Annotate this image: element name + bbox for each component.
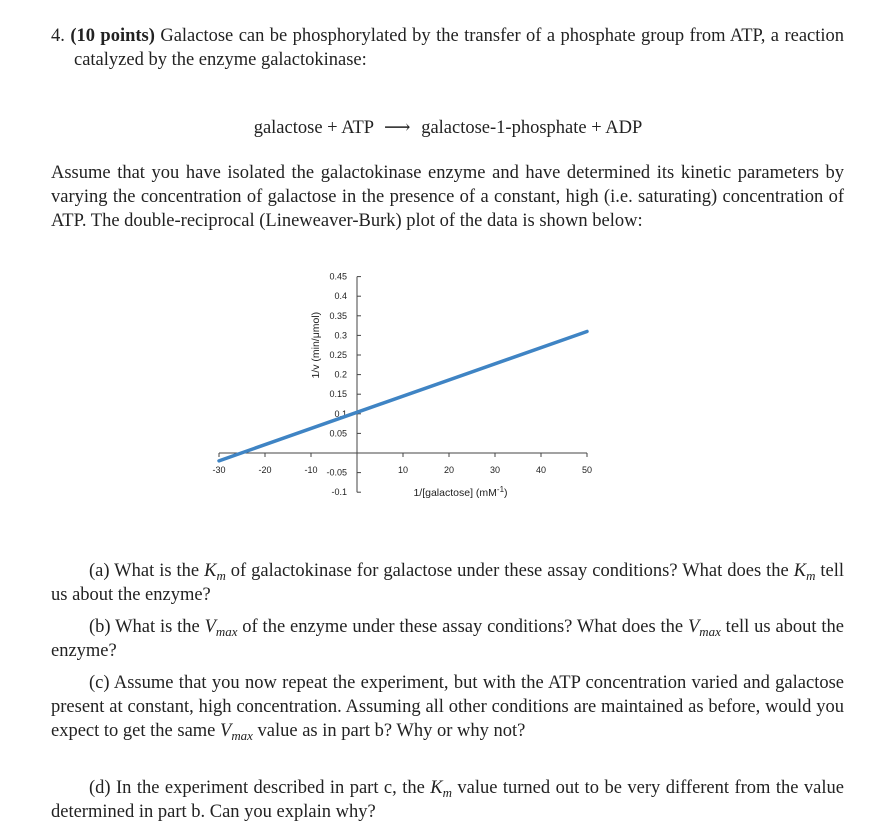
part-b-text-2: of the enzyme under these assay conditions? What does the (237, 617, 688, 637)
y-tick-label: -0.1 (331, 487, 347, 498)
part-d (51, 776, 844, 824)
km-symbol: $K_m$ (430, 778, 452, 800)
y-tick-label: 0.25 (329, 350, 347, 360)
part-a-text-1: (a) What is the (89, 561, 205, 581)
x-axis-label: 1/[galactose] $(mM^{-1})$ (413, 485, 508, 499)
part-b-text-3: tell us about the enzyme? (51, 617, 844, 661)
vmax-symbol: $V_{max}$ (220, 721, 253, 743)
y-tick-label: -0.05 (326, 467, 347, 478)
x-tick-label: 10 (397, 465, 409, 475)
part-c (51, 671, 844, 743)
y-tick-label: 0.45 (329, 271, 347, 282)
x-tick-label: -20 (258, 465, 272, 475)
x-tick-label: -10 (304, 465, 318, 475)
x-tick-label: 50 (581, 465, 593, 475)
y-tick-label: 0.15 (329, 389, 347, 400)
y-tick-label: 0.05 (329, 428, 347, 439)
question-intro-text: Galactose can be phosphorylated by the transfer of a phosphate group from ATP, a reaction catalyzed by the enzyme galactokinase: (74, 26, 845, 70)
part-c-text-1: (c) Assume that you now repeat the experiment, but with the ATP concentration varied and galactose present at constant, high concentration. Assuming all other conditions are maintained as before, would you expect to get the same (51, 673, 844, 741)
series-group (219, 331, 587, 460)
x-tick-label: 20 (443, 465, 455, 475)
equation-right: galactose-1-phosphate + ADP (421, 118, 643, 138)
km-symbol: $K_m$ (793, 561, 816, 583)
y-tick-label: 0.1 (334, 408, 347, 419)
km-symbol: $K_m$ (204, 561, 226, 583)
part-a-text-2: of galactokinase for galactose under these assay conditions? What does the (225, 561, 794, 581)
x-tick-label: 40 (535, 465, 547, 475)
vmax-symbol: $V_{max}$ (687, 617, 721, 639)
series-line (219, 331, 587, 460)
y-tick-label: 0.35 (329, 310, 347, 321)
question-points: (10 points) (70, 26, 155, 46)
equation-arrow: ⟶ (384, 118, 411, 138)
part-d-text-2: value turned out to be very different from the value determined in part b. Can you explain why? (51, 778, 844, 822)
part-b-text-1: (b) What is the (89, 617, 205, 637)
part-d-text-1: (d) In the experiment described in part c, the (89, 778, 431, 798)
y-axis-label: 1/v (min/μmol) (310, 311, 322, 379)
part-a (51, 559, 844, 607)
y-axis (326, 272, 361, 498)
x-tick-label: -30 (212, 465, 226, 475)
y-tick-label: 0.4 (334, 291, 347, 302)
x-axis (212, 453, 592, 475)
x-tick-label: 30 (489, 465, 501, 475)
y-tick-label: 0.3 (334, 330, 347, 341)
part-a-text-3: tell us about the enzyme? (51, 561, 845, 605)
question-number: 4. (51, 26, 65, 46)
part-b (51, 615, 844, 663)
equation-left: galactose + ATP (253, 118, 374, 138)
vmax-symbol: $V_{max}$ (204, 617, 238, 639)
y-tick-label: 0.2 (334, 369, 347, 380)
assumption-paragraph: Assume that you have isolated the galactokinase enzyme and have determined its kinetic parameters by varying the concentration of galactose in the presence of a constant, high (i.e. saturating) concentration of ATP. The double-reciprocal (Lineweaver-Burk) plot of the data is shown below: (51, 163, 844, 231)
part-c-text-2: value as in part b? Why or why not? (252, 721, 526, 741)
